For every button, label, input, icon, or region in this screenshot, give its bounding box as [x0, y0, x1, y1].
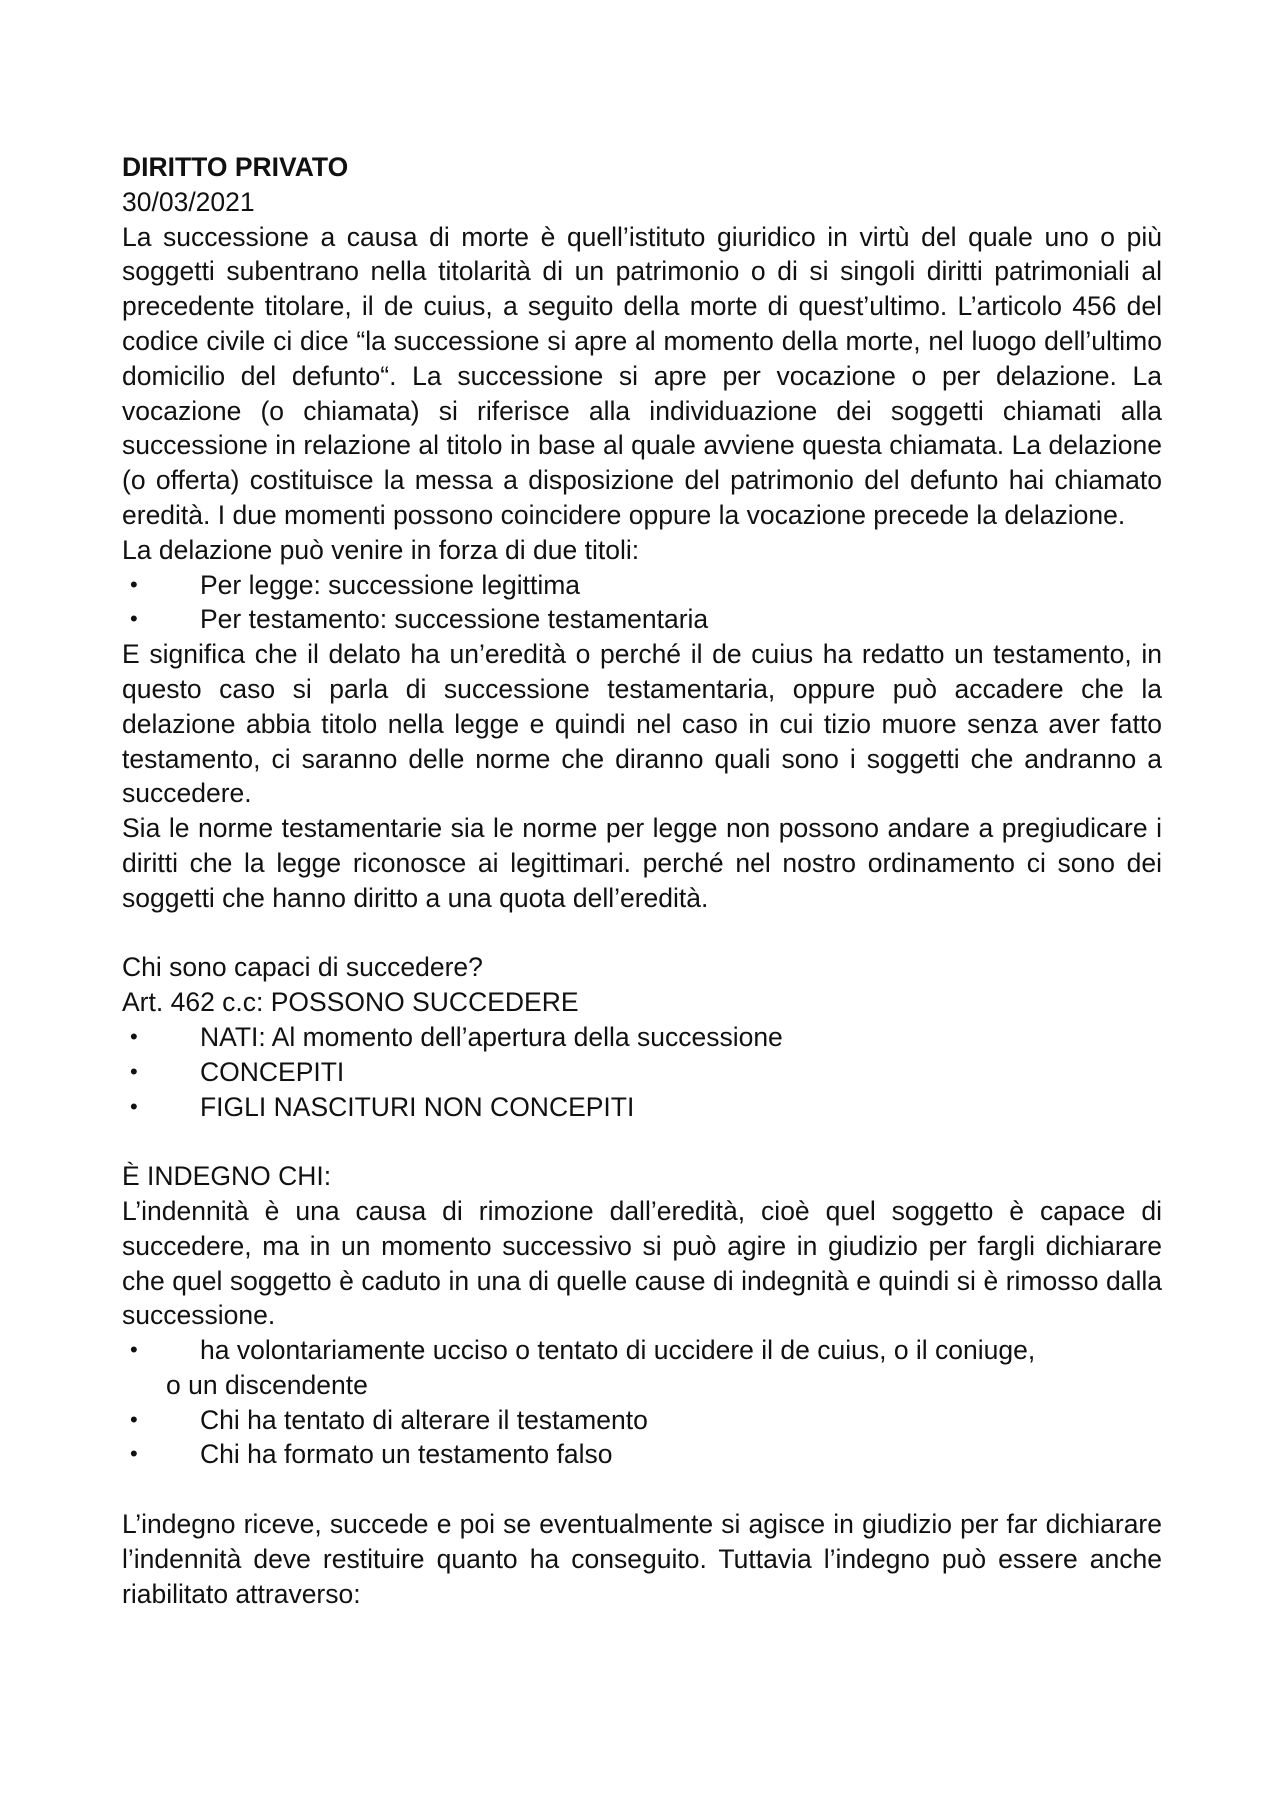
- bullet-icon: •: [130, 1406, 138, 1432]
- list-item-text: Chi ha tentato di alterare il testamento: [200, 1404, 648, 1435]
- blank-line: [122, 916, 1162, 951]
- delazione-intro: La delazione può venire in forza di due titoli:: [122, 534, 640, 565]
- indegnita-paragraph: L’indennità è una causa di rimozione dall’eredità, cioè quel soggetto è capace di succedere, ma in un momento successivo si può agire in giudizio per fargli dichiarare che quel soggetto è caduto in una di quelle cause di indegnità e quindi si è rimosso dalla successione.: [122, 1195, 1162, 1331]
- list-item: [122, 1333, 1162, 1403]
- bullet-icon: •: [130, 571, 138, 597]
- document-date: 30/03/2021: [122, 186, 255, 217]
- capacity-article: Art. 462 c.c: POSSONO SUCCEDERE: [122, 987, 579, 1018]
- bullet-icon: •: [130, 606, 138, 632]
- bullet-icon: •: [130, 1093, 138, 1119]
- indegnita-list: [122, 1333, 1162, 1472]
- list-item: [122, 1020, 1162, 1055]
- blank-line: [122, 1124, 1162, 1159]
- list-item: [122, 1403, 1162, 1438]
- delazione-list: [122, 568, 1162, 638]
- list-item-text: CONCEPITI: [200, 1056, 345, 1087]
- list-item: [122, 1055, 1162, 1090]
- list-item-text: Chi ha formato un testamento falso: [200, 1439, 613, 1470]
- closing-paragraph: L’indegno riceve, succede e poi se eventualmente si agisce in giudizio per far dichiarare l’indennità deve restituire quanto ha conseguito. Tuttavia l’indegno può essere anche riabilitato attraverso:: [122, 1509, 1162, 1609]
- list-item-text: ha volontariamente ucciso o tentato di uccidere il de cuius, o il coniuge,: [200, 1335, 1036, 1366]
- bullet-icon: •: [130, 1337, 138, 1363]
- list-item-text: Per testamento: successione testamentaria: [200, 604, 709, 635]
- document-title: DIRITTO PRIVATO: [122, 152, 349, 182]
- list-item-text: FIGLI NASCITURI NON CONCEPITI: [200, 1091, 635, 1122]
- indegnita-heading: È INDEGNO CHI:: [122, 1161, 332, 1192]
- bullet-icon: •: [130, 1023, 138, 1049]
- list-item: [122, 568, 1162, 603]
- delazione-paragraph: E significa che il delato ha un’eredità o perché il de cuius ha redatto un testamento, in questo caso si parla di successione testamentaria, oppure può accadere che la delazione abbia titolo nella legge e quindi nel caso in cui tizio muore senza aver fatto testamento, ci saranno delle norme che diranno quali sono i soggetti che andranno a succedere.: [122, 639, 1162, 809]
- list-item-text: NATI: Al momento dell’apertura della successione: [200, 1021, 783, 1052]
- list-item: [122, 602, 1162, 637]
- list-item: [122, 1437, 1162, 1472]
- capacity-list: [122, 1020, 1162, 1124]
- list-item-text: Per legge: successione legittima: [200, 569, 581, 600]
- capacity-question: Chi sono capaci di succedere?: [122, 952, 483, 983]
- intro-paragraph: La successione a causa di morte è quell’istituto giuridico in virtù del quale uno o più soggetti subentrano nella titolarità di un patrimonio o di si singoli diritti patrimoniali al precedente titolare, il de cuius, a seguito della morte di quest’ultimo. L’articolo 456 del codice civile ci dice “la successione si apre al momento della morte, nel luogo dell’ultimo domicilio del defunto“. La successione si apre per vocazione o per delazione. La vocazione (o chiamata) si riferisce alla individuazione dei soggetti chiamati alla successione in relazione al titolo in base al quale avviene questa chiamata. La delazione (o offerta) costituisce la messa a disposizione del patrimonio del defunto hai chiamato eredità. I due momenti possono coincidere oppure la vocazione precede la delazione.: [122, 221, 1162, 530]
- bullet-icon: •: [130, 1441, 138, 1467]
- list-item: [122, 1090, 1162, 1125]
- legittimari-paragraph: Sia le norme testamentarie sia le norme per legge non possono andare a pregiudicare i diritti che la legge riconosce ai legittimari. perché nel nostro ordinamento ci sono dei soggetti che hanno diritto a una quota dell’eredità.: [122, 813, 1162, 913]
- bullet-icon: •: [130, 1058, 138, 1084]
- document-page: [122, 150, 1162, 1611]
- blank-line: [122, 1472, 1162, 1507]
- list-item-text-continued: o un discendente: [166, 1369, 368, 1400]
